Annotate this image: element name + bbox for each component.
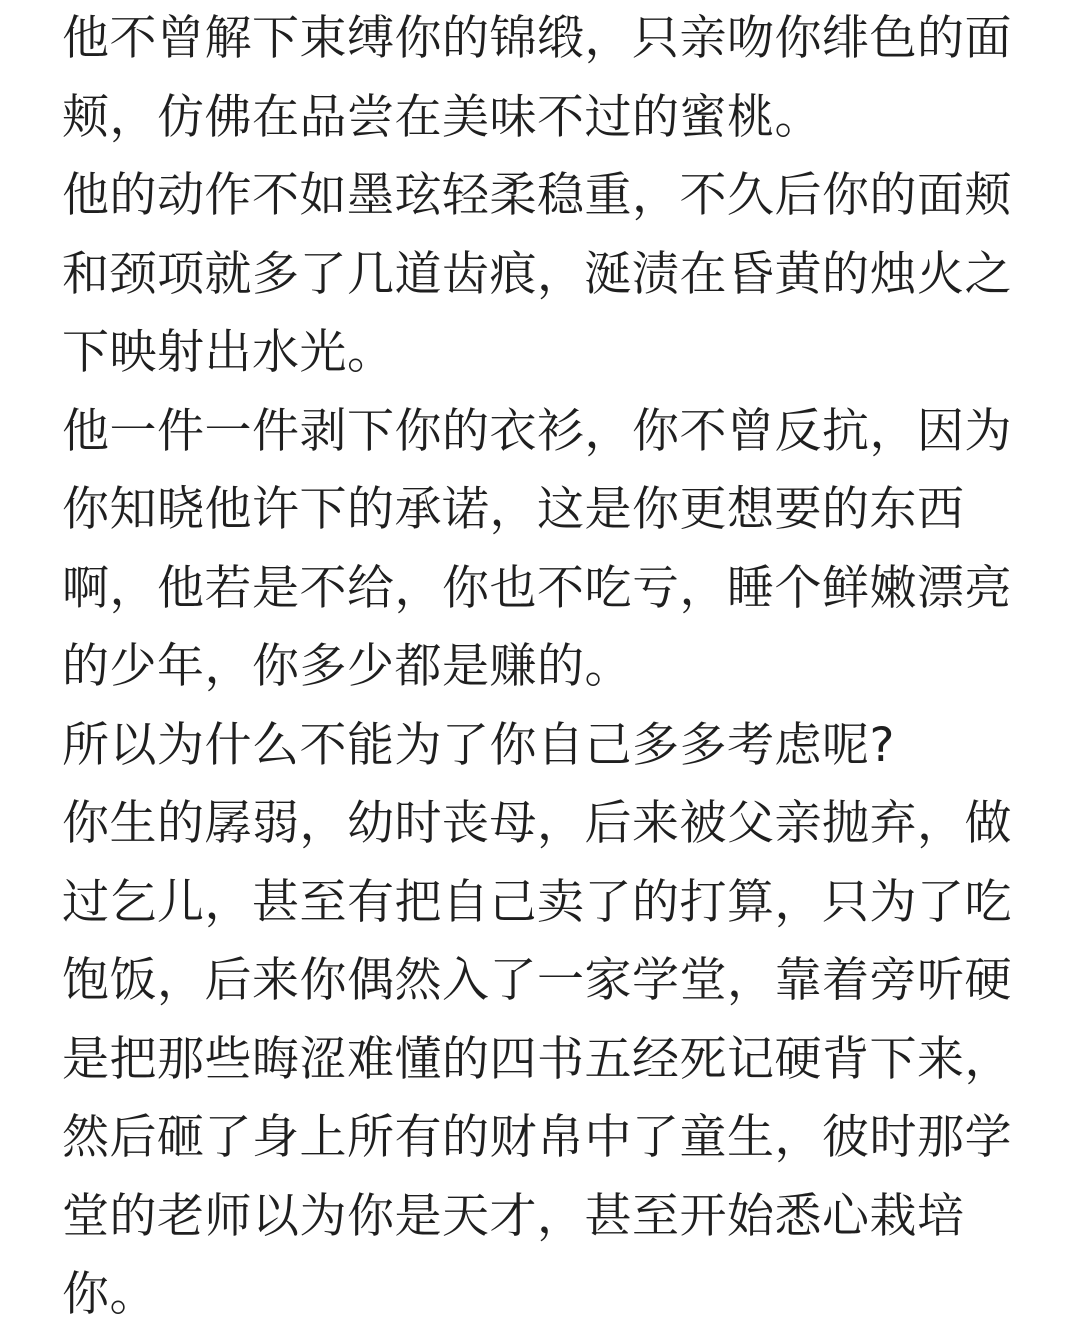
text-line: 你。 [62,1267,157,1322]
text-line: 所以为什么不能为了你自己多多考虑呢? [62,717,895,773]
text-line: 他一件一件剥下你的衣衫，你不曾反抗，因为 [62,403,1012,459]
text-line: 的少年，你多少都是赚的。 [62,639,632,694]
text-line: 你知晓他许下的承诺，这是你更想要的东西 [62,482,965,537]
text-line: 是把那些晦涩难懂的四书五经死记硬背下来， [62,1031,1012,1087]
text-line: 啊，他若是不给，你也不吃亏，睡个鲜嫩漂亮 [62,560,1012,616]
text-line: 然后砸了身上所有的财帛中了童生，彼时那学 [62,1110,1012,1165]
text-line: 过乞儿，甚至有把自己卖了的打算，只为了吃 [62,874,1012,930]
text-line: 他不曾解下束缚你的锦缎，只亲吻你绯色的面 [62,11,1012,66]
text-line: 他的动作不如墨玹轻柔稳重，不久后你的面颊 [62,168,1012,223]
text-line: 下映射出水光。 [62,325,395,380]
article-text [62,0,1032,1335]
text-line: 堂的老师以为你是天才，甚至开始悉心栽培 [62,1188,965,1244]
text-line: 颊，仿佛在品尝在美味不过的蜜桃。 [62,89,822,145]
text-line: 和颈项就多了几道齿痕，涎渍在昏黄的烛火之 [62,246,1012,302]
text-line: 你生的孱弱，幼时丧母，后来被父亲抛弃，做 [62,796,1012,851]
text-line: 饱饭，后来你偶然入了一家学堂，靠着旁听硬 [62,953,1012,1008]
